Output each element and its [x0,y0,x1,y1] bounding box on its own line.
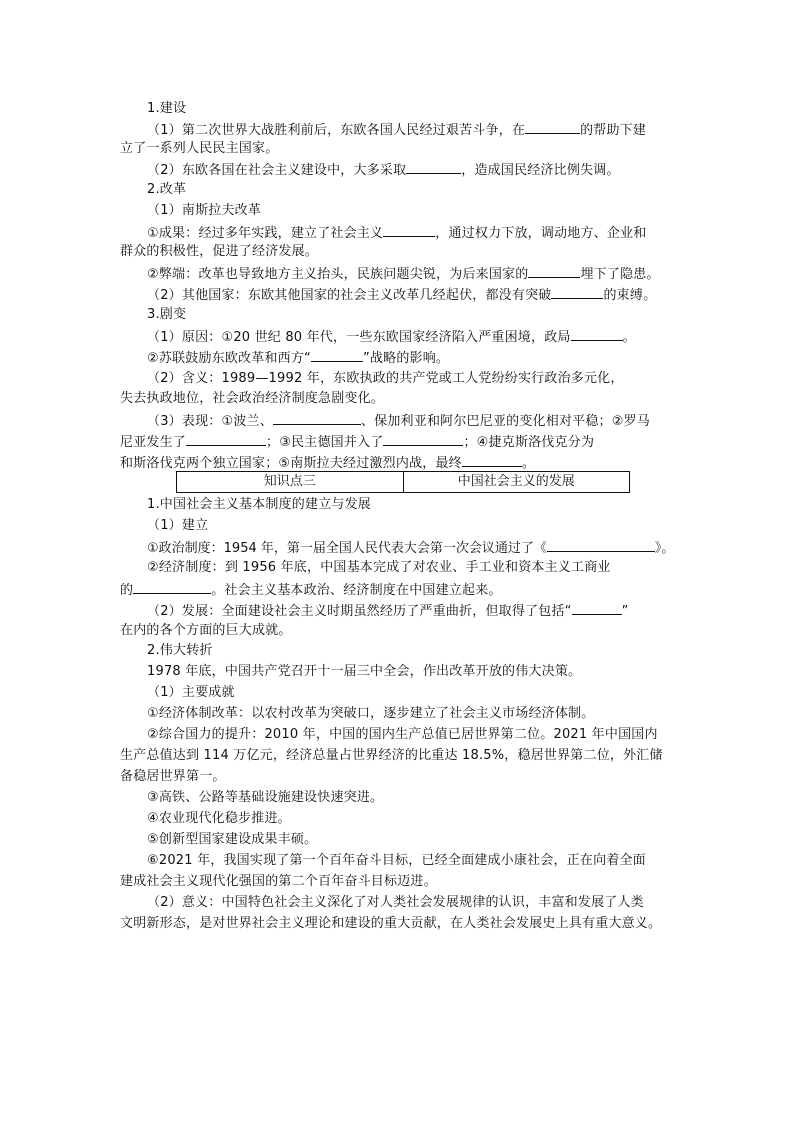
fill-blank [311,348,363,362]
text: （1）主要成就 [147,685,235,700]
text: ①政治制度：1954 年，第一届全国人民代表大会第一次会议通过了《 [147,541,547,556]
table-cell-topic: 中国社会主义的发展 [457,474,575,489]
paragraph-line [147,789,680,806]
text: 和斯洛伐克两个独立国家；⑤南斯拉夫经过激烈内战，最终 [120,456,462,471]
subheading [147,517,680,534]
paragraph-line [147,370,680,387]
paragraph-line [147,663,680,680]
paragraph-line [147,601,680,620]
paragraph-line [147,538,680,557]
section-heading-turning-point [147,642,680,659]
paragraph-line [147,120,680,139]
fill-blank [383,223,435,237]
text: ⑤创新型国家建设成果丰硕。 [147,832,318,847]
section-heading-text: 1.中国社会主义基本制度的建立与发展 [147,497,372,512]
text: 埋下了隐患。 [580,267,660,282]
fill-blank [528,264,580,278]
paragraph-line [147,327,680,346]
paragraph-line [120,768,680,785]
subheading [147,684,680,701]
paragraph-line [120,432,680,451]
section-heading-text: 3.剧变 [147,307,187,322]
paragraph-line [120,622,680,639]
text: （2）其他国家：东欧其他国家的社会主义改革几经起伏，都没有突破 [147,288,552,303]
text: 在内的各个方面的巨大成就。 [120,623,292,638]
text: （2）意义：中国特色社会主义深化了对人类社会发展规律的认识，丰富和发展了人类 [147,895,644,910]
text: 立了一系列人民民主国家。 [120,141,279,156]
text: ②经济制度：到 1956 年底，中国基本完成了对农业、手工业和资本主义工商业 [147,560,611,575]
fill-blank [406,160,461,174]
paragraph-line [147,411,680,430]
text: （2）发展：全面建设社会主义时期虽然经历了严重曲折，但取得了包括“ [147,604,572,619]
text: ⑥2021 年，我国实现了第一个百年奋斗目标，已经全面建成小康社会，正在向着全面 [147,853,646,868]
text: ②综合国力的提升：2010 年，中国的国内生产总值已居世界第二位。2021 年中国国内 [147,727,658,742]
text: 。 [521,456,536,471]
knowledge-point-table [176,471,630,493]
text: 建成社会主义现代化强国的第二个百年奋斗目标迈进。 [120,874,437,889]
text: （2）含义：1989—1992 年，东欧执政的共产党或工人党纷纷实行政治多元化， [147,371,624,386]
section-heading-upheaval [147,306,680,323]
section-heading-text: 2.改革 [147,182,187,197]
paragraph-line [147,559,680,576]
paragraph-line [147,160,680,179]
paragraph-line [147,726,680,743]
text: 生产总值达到 114 万亿元，经济总量占世界经济的比重达 18.5%，稳居世界第二位，外汇储 [120,748,663,763]
text: ，造成国民经济比例失调。 [461,163,620,178]
table-cell-label: 知识点三 [177,472,404,492]
section-heading-text: 2.伟大转折 [147,643,213,658]
text: 1978 年底，中国共产党召开十一届三中全会，作出改革开放的伟大决策。 [147,664,582,679]
paragraph-line [120,243,680,260]
text: （3）表现：①波兰、 [147,414,273,429]
text: 的帮助下建 [580,123,647,138]
text: （1）南斯拉夫改革 [147,203,262,218]
fill-blank [186,432,266,446]
paragraph-line [120,915,680,932]
fill-blank [547,538,655,552]
fill-blank [133,580,211,594]
paragraph-line [147,223,680,242]
paragraph-line [147,852,680,869]
text: ；④捷克斯洛伐克分为 [463,435,595,450]
text: ”战略的影响。 [363,351,450,366]
paragraph-line [147,285,680,304]
text: ，通过权力下放，调动地方、企业和 [435,226,647,241]
fill-blank [572,601,622,615]
text: ；③民主德国并入了 [266,435,384,450]
paragraph-line [120,140,680,157]
fill-blank [525,120,580,134]
paragraph-line [147,810,680,827]
paragraph-line [147,705,680,722]
paragraph-line [120,580,680,599]
text: ①成果：经过多年实践，建立了社会主义 [147,226,384,241]
paragraph-line [147,264,680,283]
text: 的 [120,583,134,598]
paragraph-line [120,453,680,472]
section-heading-text: 1.建设 [147,101,187,116]
text: ①经济体制改革：以农村改革为突破口，逐步建立了社会主义市场经济体制。 [147,706,595,721]
text: 失去执政地位，社会政治经济制度急剧变化。 [120,391,385,406]
section-heading-construction [147,100,680,117]
text: 备稳居世界第一。 [120,769,226,784]
fill-blank [383,432,463,446]
fill-blank [571,327,623,341]
text: 。 [622,330,636,345]
fill-blank [462,453,522,467]
text: 、保加利亚和阿尔巴尼亚的变化相对平稳；②罗马 [360,414,650,429]
subheading [147,202,680,219]
text: 群众的积极性，促进了经济发展。 [120,244,319,259]
fill-blank [273,411,361,425]
text: 。社会主义基本政治、经济制度在中国建立起来。 [211,583,502,598]
paragraph-line [147,831,680,848]
text: ③高铁、公路等基础设施建设快速突进。 [147,790,384,805]
text: ②苏联鼓励东欧改革和西方“ [147,351,311,366]
text: 》。 [654,541,675,556]
paragraph-line [120,873,680,890]
text: ②弊端：改革也导致地方主义抬头，民族问题尖锐，为后来国家的 [147,267,529,282]
text: 文明新形态，是对世界社会主义理论和建设的重大贡献，在人类社会发展史上具有重大意义。 [120,916,662,931]
text: （2）东欧各国在社会主义建设中，大多采取 [147,163,407,178]
fill-blank [551,285,603,299]
text: （1）原因：①20 世纪 80 年代，一些东欧国家经济陷入严重困境，政局 [147,330,571,345]
text: 的束缚。 [603,288,657,303]
paragraph-line [147,348,680,367]
section-heading-china-system [147,496,680,513]
section-heading-reform [147,181,680,198]
text: ” [621,604,629,619]
paragraph-line [120,747,680,764]
paragraph-line [120,390,680,407]
text: （1）建立 [147,518,209,533]
text: （1）第二次世界大战胜利前后，东欧各国人民经过艰苦斗争，在 [147,123,526,138]
text: 尼亚发生了 [120,435,187,450]
paragraph-line [147,894,680,911]
text: ④农业现代化稳步推进。 [147,811,291,826]
